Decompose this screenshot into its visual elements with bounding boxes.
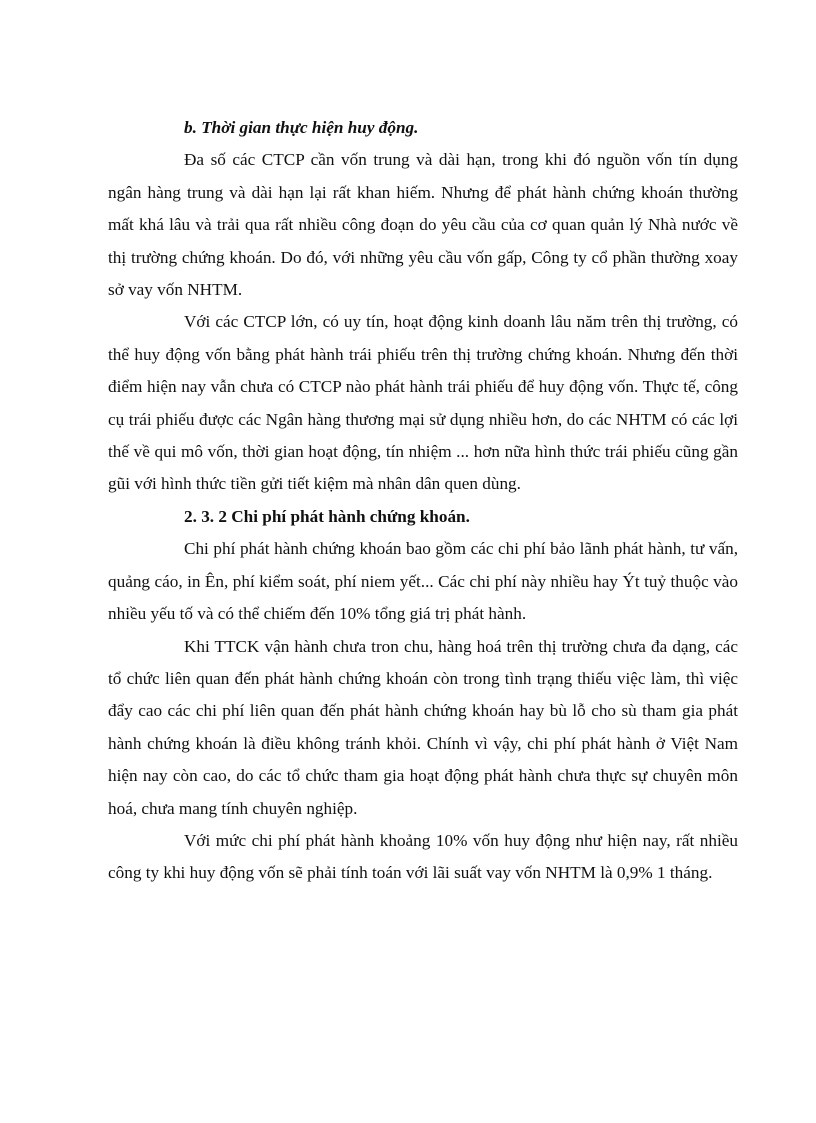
section-heading-2-3-2: 2. 3. 2 Chi phí phát hành chứng khoán. [184,506,470,526]
document-body [108,112,738,890]
paragraph-1: Đa số các CTCP cần vốn trung và dài hạn, trong khi đó nguồn vốn tín dụng ngân hàng trung và dài hạn lại rất khan hiếm. Nhưng để phát hành chứng khoán thường mất khá lâu và trải qua rất nhiều công đoạn do yêu cầu của cơ quan quản lý Nhà nước về thị trường chứng khoán. Do đó, với những yêu cầu vốn gấp, Công ty cổ phần thường xoay sở vay vốn NHTM. [108,150,738,300]
paragraph-5: Với mức chi phí phát hành khoảng 10% vốn huy động như hiện nay, rất nhiều công ty khi huy động vốn sẽ phải tính toán với lãi suất vay vốn NHTM là 0,9% 1 tháng. [108,830,738,883]
section-heading-b: b. Thời gian thực hiện huy động. [184,118,419,137]
paragraph-3: Chi phí phát hành chứng khoán bao gồm các chi phí bảo lãnh phát hành, tư vấn, quảng cáo, in Ên, phí kiểm soát, phí niem yết... Các chi phí này nhiều hay Ýt tuỷ thuộc vào nhiều yếu tố và có thể chiếm đến 10% tổng giá trị phát hành. [108,539,738,624]
paragraph-4: Khi TTCK vận hành chưa tron chu, hàng hoá trên thị trường chưa đa dạng, các tổ chức liên quan đến phát hành chứng khoán còn trong tình trạng thiếu việc làm, thì việc đẩy cao các chi phí liên quan đến phát hành chứng khoán hay bù lỗ cho sù tham gia phát hành chứng khoán là điều không tránh khỏi. Chính vì vậy, chi phí phát hành ở Việt Nam hiện nay còn cao, do các tổ chức tham gia hoạt động phát hành chưa thực sự chuyên môn hoá, chưa mang tính chuyên nghiệp. [108,636,738,818]
paragraph-2: Với các CTCP lớn, có uy tín, hoạt động kinh doanh lâu năm trên thị trường, có thể huy động vốn bằng phát hành trái phiếu trên thị trường chứng khoán. Nhưng đến thời điểm hiện nay vẫn chưa có CTCP nào phát hành trái phiếu để huy động vốn. Thực tế, công cụ trái phiếu được các Ngân hàng thương mại sử dụng nhiều hơn, do các NHTM có các lợi thế về qui mô vốn, thời gian hoạt động, tín nhiệm ... hơn nữa hình thức trái phiếu cũng gần gũi với hình thức tiền gửi tiết kiệm mà nhân dân quen dùng. [108,312,738,494]
